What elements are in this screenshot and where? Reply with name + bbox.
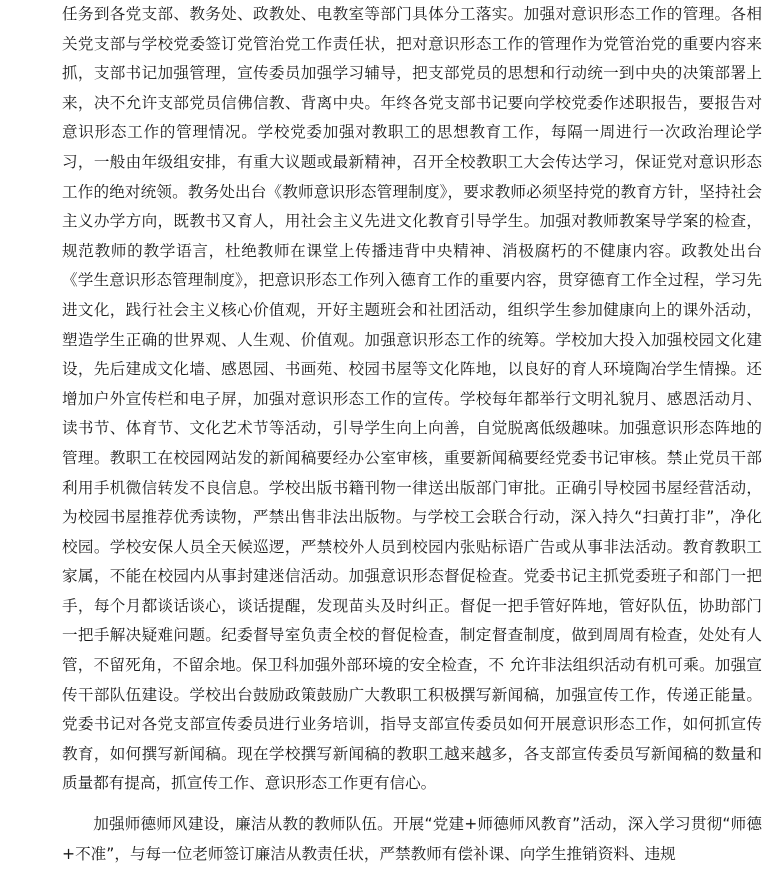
paragraph-ideology-management: 任务到各党支部、教务处、政教处、电教室等部门具体分工落实。加强对意识形态工作的管理。各相关党支部与学校党委签订党管治党工作责任状，把对意识形态工作的管理作为党管治党的重要内容来抓，支部书记加强管理，宣传委员加强学习辅导，把支部党员的思想和行动统一到中央的决策部署上来，决不允许支部党员信佛信教、背离中央。年终各党支部书记要向学校党委作述职报告，要报告对意识形态工作的管理情况。学校党委加强对教职工的思想教育工作，每隔一周进行一次政治理论学习，一般由年级组安排，有重大议题或最新精神，召开全校教职工大会传达学习，保证党对意识形态工作的绝对统领。教务处出台《教师意识形态管理制度》，要求教师必须坚持党的教育方针，坚持社会主义办学方向，既教书又育人，用社会主义先进文化教育引导学生。加强对教师教案导学案的检查，规范教师的教学语言，杜绝教师在课堂上传播违背中央精神、消极腐朽的不健康内容。政教处出台《学生意识形态管理制度》，把意识形态工作列入德育工作的重要内容，贯穿德育工作全过程，学习先进文化，践行社会主义核心价值观，开好主题班会和社团活动，组织学生参加健康向上的课外活动，塑造学生正确的世界观、人生观、价值观。加强意识形态工作的统筹。学校加大投入加强校园文化建设，先后建成文化墙、感恩园、书画苑、校园书屋等文化阵地，以良好的育人环境陶冶学生情操。还增加户外宣传栏和电子屏，加强对意识形态工作的宣传。学校每年都举行文明礼貌月、感恩活动月、读书节、体育节、文化艺术节等活动，引导学生向上向善，自觉脱离低级趣味。加强意识形态阵地的管理。教职工在校园网站发的新闻稿要经办公室审核，重要新闻稿要经党委书记审核。禁止党员干部利用手机微信转发不良信息。学校出版书籍刊物一律送出版部门审批。正确引导校园书屋经营活动，为校园书屋推荐优秀读物，严禁出售非法出版物。与学校工会联合行动，深入持久“扫黄打非”，净化校园。学校安保人员全天候巡逻，严禁校外人员到校园内张贴标语广告或从事非法活动。教育教职工家属，不能在校园内从事封建迷信活动。加强意识形态督促检查。党委书记主抓党委班子和部门一把手，每个月都谈话谈心，谈话提醒，发现苗头及时纠正。督促一把手管好阵地，管好队伍，协助部门一把手解决疑难问题。纪委督导室负责全校的督促检查，制定督查制度，做到周周有检查，处处有人管，不留死角，不留余地。保卫科加强外部环境的安全检查，不 允许非法组织活动有机可乘。加强宣传干部队伍建设。学校出台鼓励政策鼓励广大教职工积极撰写新闻稿，加强宣传工作，传递正能量。党委书记对各党支部宣传委员进行业务培训，指导支部宣传委员如何开展意识形态工作，如何抓宣传教育，如何撰写新闻稿。现在学校撰写新闻稿的教职工越来越多，各支部宣传委员写新闻稿的数量和质量都有提高，抓宣传工作、意识形态工作更有信心。	[62, 5, 762, 793]
paragraph-teacher-ethics: 加强师德师风建设，廉洁从教的教师队伍。开展“党建+师德师风教育”活动，深入学习贯彻“师德+不准”，与每一位老师签订廉洁从教责任状，严禁教师有偿补课、向学生推销资料、违规	[62, 815, 762, 863]
document-body	[62, 0, 762, 869]
